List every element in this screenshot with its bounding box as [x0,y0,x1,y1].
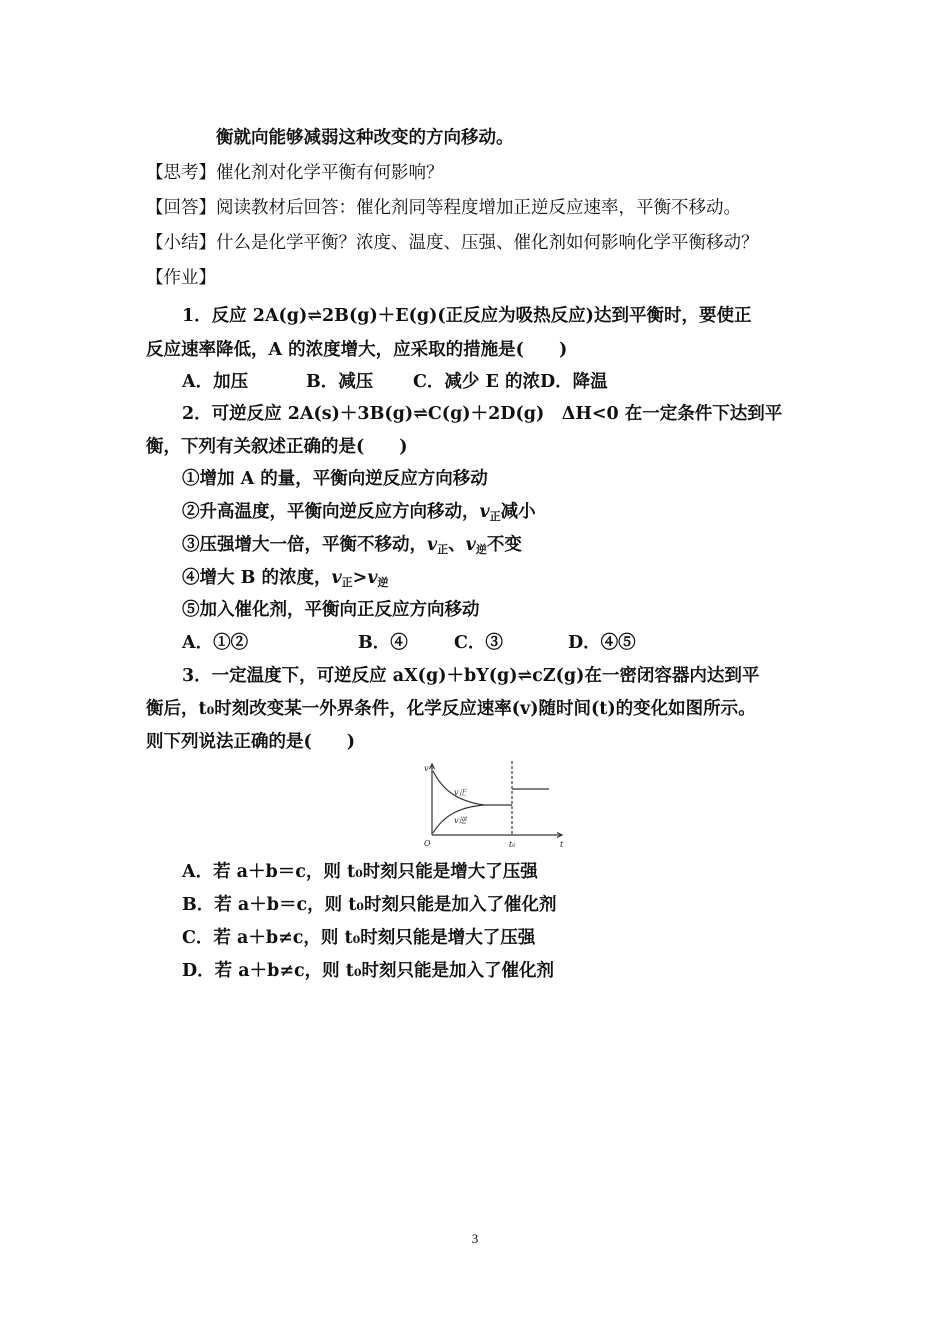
q2-line2: 衡，下列有关叙述正确的是( ) [146,437,408,457]
summary-line: 【小结】什么是化学平衡？浓度、温度、压强、催化剂如何影响化学平衡移动？ [146,233,759,253]
subscript: 正 [489,510,501,523]
forward-rate-label: v正 [454,788,467,797]
statement-text: ②升高温度，平衡向逆反应方向移动， [182,502,480,522]
homework-heading: 【作业】 [146,268,216,288]
velocity-symbol: v [427,535,438,555]
t0-label: t₀ [509,840,516,849]
q2-statement-1: ①增加 A 的量，平衡向逆反应方向移动 [182,469,488,489]
greater-than: > [352,568,368,588]
q2-statement-4 [182,566,389,595]
q1-line2: 反应速率降低，A 的浓度增大，应采取的措施是( ) [146,340,568,360]
x-axis-label: t [560,840,564,849]
velocity-symbol: v [465,535,476,555]
q1-option-d: D．降温 [539,372,608,392]
q1-line1: 1．反应 2A(g)⇌2B(g)＋E(g)(正反应为吸热反应)达到平衡时，要使正 [182,306,752,326]
separator: 、 [448,535,466,555]
velocity-symbol: v [479,502,490,522]
y-axis-label: v [424,764,429,773]
subscript: 逆 [377,576,389,589]
q3-option-d: D．若 a＋b≠c，则 t₀时刻只能是加入了催化剂 [182,961,555,981]
q1-options [182,370,608,394]
statement-text: 减小 [500,502,536,522]
q2-statement-2 [182,500,536,529]
statement-text: ④增大 B 的浓度， [182,568,332,588]
q3-line2: 衡后，t₀时刻改变某一外界条件，化学反应速率(v)随时间(t)的变化如图所示。 [146,699,756,719]
q3-option-a: A．若 a＋b＝c，则 t₀时刻只能是增大了压强 [182,862,538,882]
q3-option-b: B．若 a＋b＝c，则 t₀时刻只能是加入了催化剂 [182,895,557,915]
q2-line1: 2．可逆反应 2A(s)＋3B(g)⇌C(g)＋2D(g) ΔH<0 在一定条件下达到平 [182,404,783,424]
q3-option-c: C．若 a＋b≠c，则 t₀时刻只能是增大了压强 [182,928,536,948]
q2-option-c: C．③ [454,633,503,653]
velocity-symbol: v [367,568,378,588]
q2-option-b: B．④ [358,633,408,653]
think-line: 【思考】催化剂对化学平衡有何影响？ [146,163,444,183]
q2-statement-5: ⑤加入催化剂，平衡向正反应方向移动 [182,600,480,620]
origin-label: O [424,839,431,848]
q3-line1: 3．一定温度下，可逆反应 aX(g)＋bY(g)⇌cZ(g)在一密闭容器内达到平 [182,666,760,686]
velocity-symbol: v [331,568,342,588]
subscript: 逆 [475,543,487,556]
rate-time-graph [412,759,568,849]
q2-statement-3 [182,533,522,562]
statement-text: 不变 [486,535,522,555]
q1-option-a: A．加压 [182,372,249,392]
statement-text: ③压强增大一倍，平衡不移动， [182,535,427,555]
page-number: 3 [471,1231,479,1246]
q1-option-c: C．减少 E 的浓 [413,372,540,392]
text-line: 衡就向能够减弱这种改变的方向移动。 [216,128,514,148]
subscript: 正 [437,543,449,556]
q2-option-d: D．④⑤ [568,633,636,653]
q1-option-b: B．减压 [306,372,374,392]
subscript: 正 [341,576,353,589]
q3-line3: 则下列说法正确的是( ) [146,732,356,752]
q2-option-a: A．①② [182,633,249,653]
reverse-rate-label: v逆 [454,816,467,825]
forward-rate-curve [433,771,512,805]
answer-line: 【回答】阅读教材后回答：催化剂同等程度增加正逆反应速率，平衡不移动。 [146,198,741,218]
q2-options [182,631,636,655]
